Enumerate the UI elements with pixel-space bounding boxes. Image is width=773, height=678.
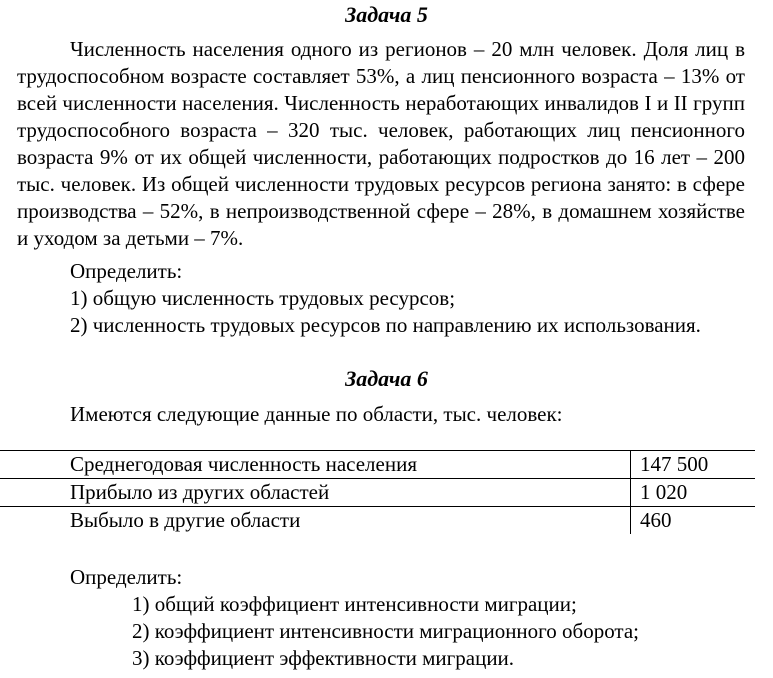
task6-item-2: 2) коэффициент интенсивности миграционного оборота; [132, 619, 640, 643]
data-table [0, 450, 755, 534]
table-cell-value: 147 500 [631, 451, 756, 479]
task5-paragraph: Численность населения одного из регионов – 20 млн человек. Доля лиц в трудоспособном возрасте составляет 53%, а лиц пенсионного возраста – 13% от всей численности населения. Численность неработающих инвалидов I и II групп трудоспособного возраста – 320 тыс. человек, работающих лиц пенсионного возраста 9% от их общей численности, работающих подростков до 16 лет – 200 тыс. человек. Из общей численности трудовых ресурсов региона занято: в сфере производства – 52%, в непроизводственной сфере – 28%, в домашнем хозяйстве и уходом за детьми – 7%. [17, 37, 745, 250]
task6-item-3: 3) коэффициент эффективности миграции. [132, 646, 515, 670]
table-cell-value: 1 020 [631, 479, 756, 507]
task5-determine-label: Определить: [70, 259, 183, 283]
table-cell-label: Прибыло из других областей [0, 479, 631, 507]
task5-title: Задача 5 [345, 2, 428, 27]
task6-item-1: 1) общий коэффициент интенсивности миграции; [132, 592, 577, 616]
table-row [0, 507, 755, 535]
table-cell-label: Среднегодовая численность населения [0, 451, 631, 479]
table-cell-value: 460 [631, 507, 756, 535]
task5-item-1: 1) общую численность трудовых ресурсов; [70, 286, 456, 310]
task6-intro: Имеются следующие данные по области, тыс. человек: [70, 402, 563, 426]
table-row [0, 479, 755, 507]
task6-determine-label: Определить: [70, 565, 183, 589]
table-row [0, 451, 755, 479]
table-cell-label: Выбыло в другие области [70, 508, 301, 532]
task6-title: Задача 6 [345, 366, 428, 391]
task5-item-2: 2) численность трудовых ресурсов по направлению их использования. [70, 313, 701, 337]
